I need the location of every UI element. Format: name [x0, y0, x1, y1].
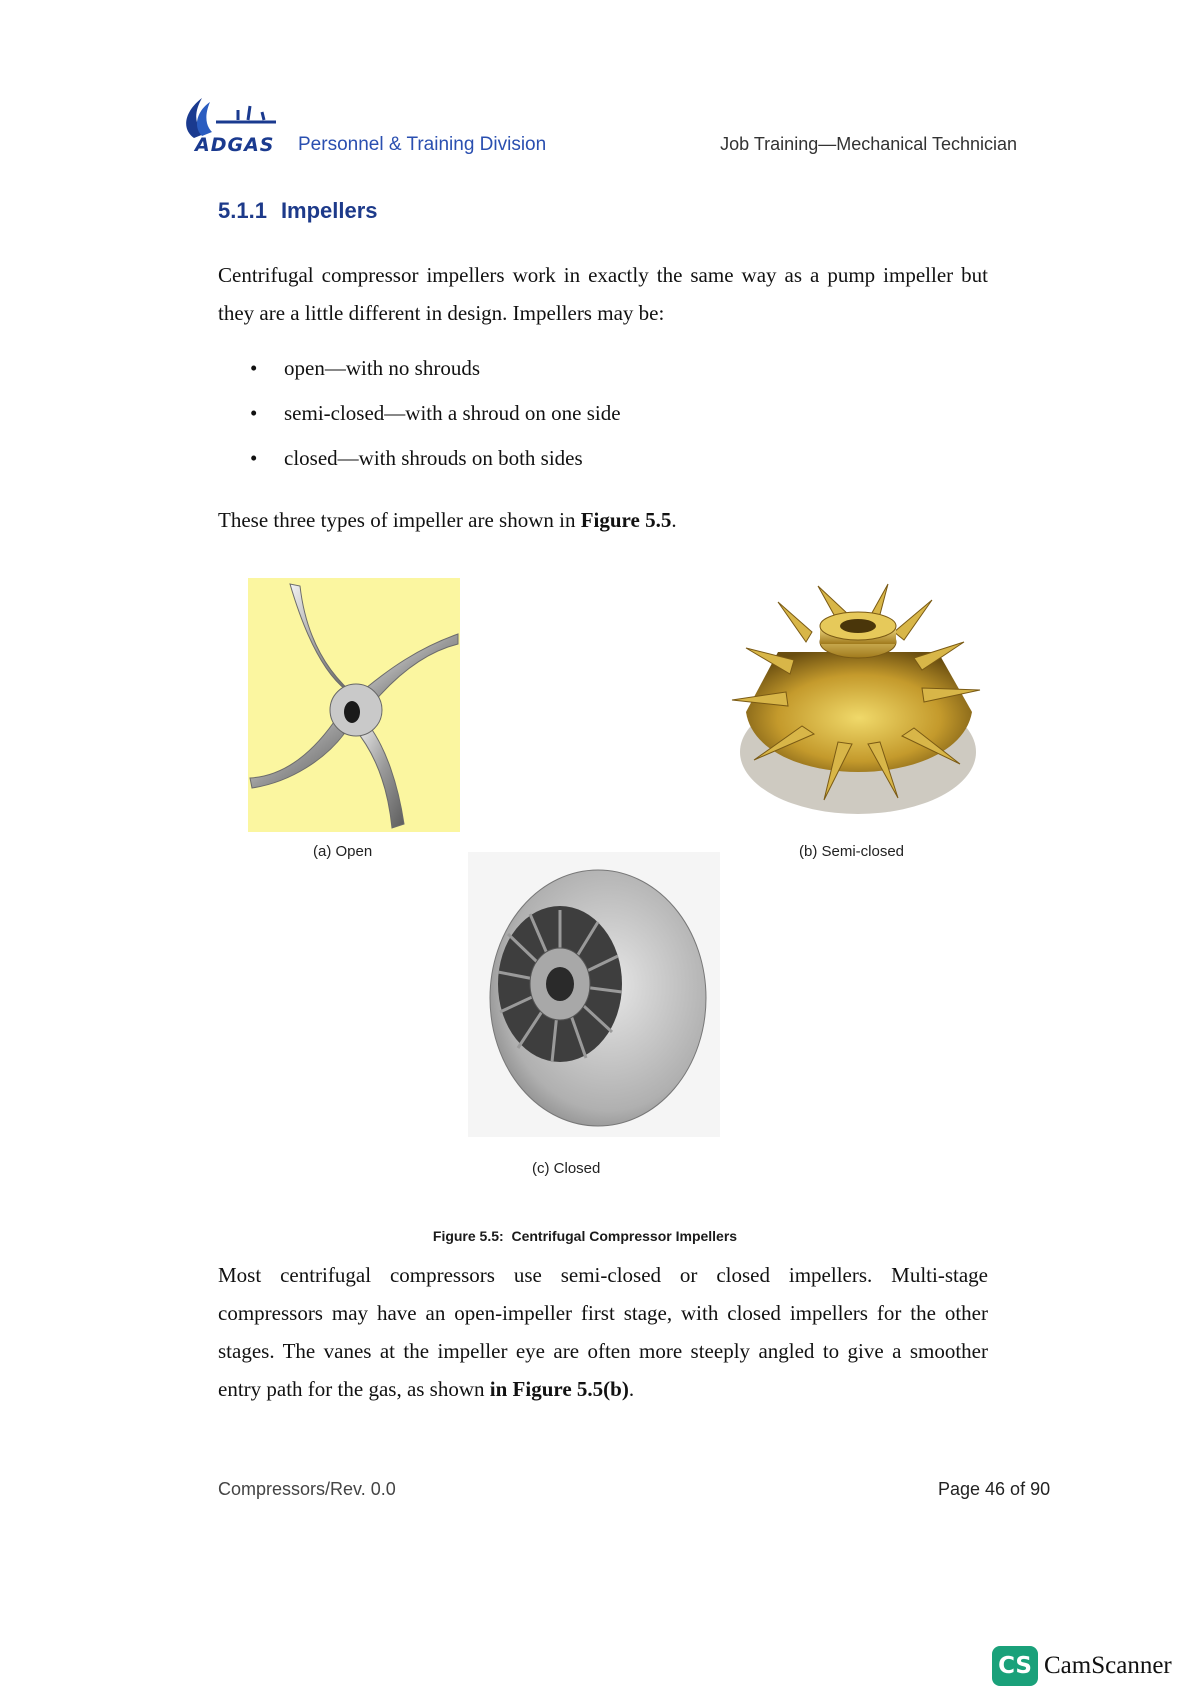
reference-end: . — [671, 508, 677, 532]
figure-b-caption: (b) Semi-closed — [799, 843, 905, 860]
division-name: Personnel & Training Division — [298, 134, 547, 155]
page-number: Page 46 of 90 — [938, 1479, 1051, 1499]
figure-label: Figure 5.5: — [432, 1228, 504, 1244]
section-heading — [218, 198, 378, 224]
figure-a-caption: (a) Open — [313, 843, 373, 860]
reference-text: These three types of impeller are shown in — [218, 508, 581, 532]
figure-title-text: Centrifugal Compressor Impellers — [511, 1228, 738, 1244]
impeller-type-list — [246, 356, 621, 491]
list-item: • open—with no shrouds — [246, 356, 621, 401]
figure-c-caption: (c) Closed — [532, 1160, 601, 1177]
list-item: • closed—with shrouds on both sides — [246, 446, 621, 491]
figure-reference-paragraph — [218, 508, 677, 533]
section-title: Impellers — [280, 198, 378, 223]
closed-impeller-image — [468, 852, 720, 1137]
figure-title — [0, 1228, 1170, 1244]
list-item: • semi-closed—with a shroud on one side — [246, 401, 621, 446]
section-number: 5.1.1 — [218, 198, 267, 223]
body-paragraph — [218, 1256, 988, 1408]
open-impeller-image — [248, 578, 460, 832]
camscanner-watermark: CamScanner — [1044, 1652, 1172, 1679]
camscanner-logo-icon: CS — [992, 1646, 1038, 1686]
figure-reference: in Figure 5.5(b) — [489, 1377, 629, 1401]
semi-closed-impeller-image — [718, 582, 996, 840]
logo-wordmark: ADGAS — [195, 134, 275, 156]
paragraph-end: . — [628, 1377, 635, 1401]
job-title: Job Training—Mechanical Technician — [720, 134, 1017, 154]
footer-document-id: Compressors/Rev. 0.0 — [218, 1479, 396, 1499]
paragraph-text: Most centrifugal compressors use semi-closed or closed impellers. Multi-stage compressors may have an open-impeller first stage, with closed impellers for the other stages. The vanes at the impeller eye are often more steeply angled to give a smoother entry path for the gas, as shown — [218, 1263, 988, 1401]
intro-paragraph: Centrifugal compressor impellers work in exactly the same way as a pump impeller but they are a little different in design. Impellers may be: — [218, 263, 988, 325]
figure-reference: Figure 5.5 — [580, 508, 672, 532]
